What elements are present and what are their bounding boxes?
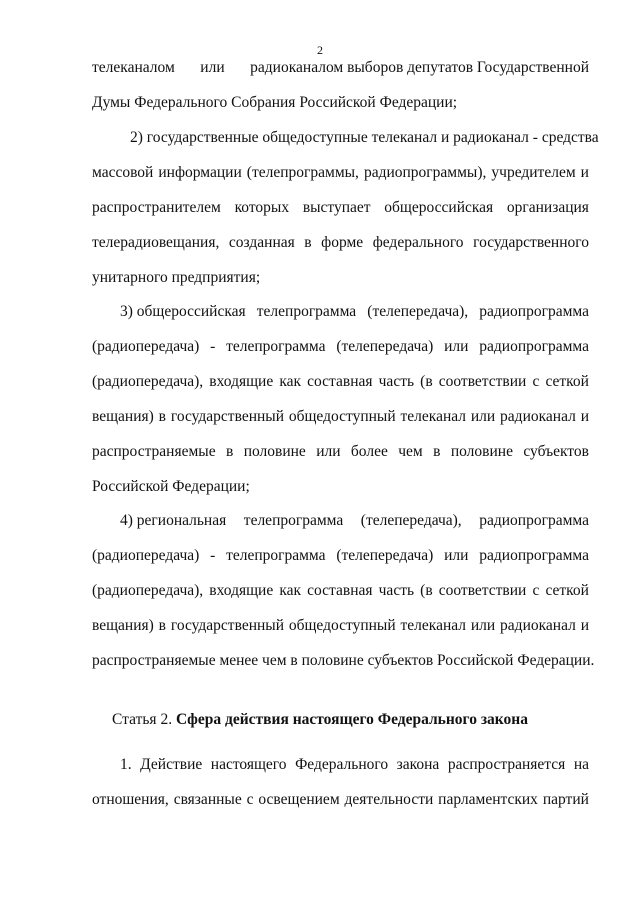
page-number: 2 — [317, 43, 323, 57]
line-segment: Действие — [140, 756, 203, 773]
line-segment: (в — [420, 373, 433, 390]
line-segment: с — [532, 373, 540, 390]
line-segment: радиопрограмма — [479, 512, 589, 529]
line-segment: организация — [506, 199, 589, 216]
line-segment: Российской Федерации; — [92, 478, 250, 495]
line-segment: (радиопередача) — [92, 547, 200, 564]
text-line — [120, 302, 589, 322]
line-segment: чем — [398, 443, 423, 460]
line-segment: телепрограмма — [243, 512, 344, 529]
line-segment: сеткой — [545, 582, 589, 599]
line-segment: составная — [307, 373, 373, 390]
line-segment: деятельности — [344, 791, 434, 808]
line-segment: с — [532, 582, 540, 599]
line-segment: настоящего — [210, 756, 287, 773]
article-title: Сфера действия настоящего Федерального закона — [175, 711, 528, 728]
line-segment: которых — [234, 199, 290, 216]
text-line — [92, 442, 589, 462]
line-segment: или — [470, 408, 496, 425]
line-segment: половине — [450, 443, 513, 460]
line-segment: и — [580, 164, 589, 181]
line-segment: федерального — [372, 234, 464, 251]
line-segment: - — [210, 547, 216, 564]
text-line — [92, 372, 589, 392]
line-segment: часть — [378, 582, 415, 599]
line-segment: (телепередача) — [336, 338, 434, 355]
line-segment: или — [444, 547, 469, 564]
line-segment: в — [433, 443, 441, 460]
line-segment: радиопрограмма — [479, 303, 589, 320]
line-segment: (радиопередача), — [92, 373, 204, 390]
line-segment: - — [210, 338, 216, 355]
line-segment: субъектов — [523, 443, 589, 460]
line-segment: входящие — [209, 373, 274, 390]
line-segment: радиопрограммы), — [363, 164, 487, 181]
line-segment: и — [580, 408, 589, 425]
line-segment: радиоканал — [500, 617, 576, 634]
line-segment: освещением — [258, 791, 340, 808]
line-segment: как — [279, 373, 302, 390]
line-segment: 1. — [120, 756, 132, 773]
line-segment: связанные — [173, 791, 242, 808]
text-line — [130, 128, 599, 148]
line-segment: массовой — [92, 164, 154, 181]
line-segment: вещания) — [92, 617, 154, 634]
line-segment: радиопрограмма — [479, 338, 589, 355]
line-segment: Федерального — [295, 756, 389, 773]
line-segment: (телепередача), — [360, 512, 462, 529]
line-segment: парламентских — [438, 791, 538, 808]
line-segment: или — [470, 617, 496, 634]
line-segment: телепрограмма — [226, 547, 326, 564]
line-segment: часть — [378, 373, 415, 390]
line-segment: радиоканал — [500, 408, 576, 425]
line-segment: или — [200, 59, 225, 76]
line-segment: форме — [321, 234, 364, 251]
line-segment: радиоканалом выборов депутатов Государственной — [250, 59, 589, 76]
line-segment: или — [444, 338, 469, 355]
line-segment: информации — [158, 164, 242, 181]
text-line — [120, 511, 589, 531]
line-segment: 4) региональная — [120, 512, 227, 529]
line-segment: общероссийская — [384, 199, 494, 216]
article-prefix: Статья 2. — [112, 711, 173, 728]
line-segment: в — [225, 443, 234, 460]
article-heading — [0, 710, 640, 730]
line-segment: (радиопередача), — [92, 582, 204, 599]
line-segment: распространяемые — [92, 443, 216, 460]
line-segment: закона — [396, 756, 440, 773]
line-segment: соответствии — [438, 373, 527, 390]
line-segment: распространяемые менее чем в половине субъектов Российской Федерации. — [92, 652, 595, 669]
line-segment: Думы Федерального Собрания Российской Федерации; — [92, 94, 458, 111]
line-segment: (телепередача), — [367, 303, 469, 320]
line-segment: телерадиовещания, — [92, 234, 220, 251]
text-line — [92, 581, 589, 601]
text-line — [92, 93, 589, 113]
text-line — [120, 755, 589, 775]
text-line — [92, 337, 589, 357]
line-segment: сеткой — [545, 373, 589, 390]
line-segment: 2) государственные общедоступные телеканал и радиоканал - средства — [130, 129, 599, 146]
text-line — [92, 546, 589, 566]
line-segment: в — [304, 234, 312, 251]
line-segment: телеканал — [400, 617, 466, 634]
line-segment: (телепередача) — [336, 547, 434, 564]
line-segment: половине — [243, 443, 306, 460]
line-segment: унитарного предприятия; — [92, 269, 261, 286]
line-segment: и — [580, 617, 589, 634]
line-segment: учредителем — [491, 164, 576, 181]
line-segment: распространителем — [92, 199, 221, 216]
line-segment: общедоступный — [288, 617, 396, 634]
line-segment: партий — [542, 791, 589, 808]
line-segment: созданная — [228, 234, 295, 251]
text-line — [92, 616, 589, 636]
line-segment: соответствии — [438, 582, 527, 599]
text-line — [92, 651, 595, 671]
line-segment: государственный — [170, 617, 284, 634]
line-segment: 3) общероссийская — [120, 303, 246, 320]
line-segment: выступает — [302, 199, 371, 216]
line-segment: входящие — [209, 582, 274, 599]
line-segment: (в — [420, 582, 433, 599]
line-segment: государственный — [170, 408, 284, 425]
line-segment: радиопрограмма — [479, 547, 589, 564]
line-segment: в — [158, 408, 166, 425]
line-segment: (телепрограммы, — [246, 164, 359, 181]
line-segment: телеканал — [400, 408, 466, 425]
line-segment: с — [246, 791, 254, 808]
text-line — [92, 790, 589, 810]
text-line — [92, 268, 589, 288]
text-line — [92, 163, 589, 183]
text-line — [92, 198, 589, 218]
line-segment: государственного — [473, 234, 589, 251]
line-segment: вещания) — [92, 408, 154, 425]
line-segment: телеканалом — [92, 59, 175, 76]
line-segment: распространяется — [447, 756, 566, 773]
line-segment: телепрограмма — [226, 338, 326, 355]
text-line — [92, 58, 589, 78]
line-segment: (радиопередача) — [92, 338, 200, 355]
line-segment: в — [158, 617, 166, 634]
line-segment: телепрограмма — [256, 303, 357, 320]
line-segment: или — [316, 443, 341, 460]
line-segment: составная — [307, 582, 373, 599]
text-line — [92, 233, 589, 253]
text-line — [92, 407, 589, 427]
line-segment: отношения, — [92, 791, 169, 808]
text-line — [92, 477, 589, 497]
line-segment: более — [350, 443, 388, 460]
line-segment: на — [573, 756, 589, 773]
line-segment: общедоступный — [288, 408, 396, 425]
line-segment: как — [279, 582, 302, 599]
